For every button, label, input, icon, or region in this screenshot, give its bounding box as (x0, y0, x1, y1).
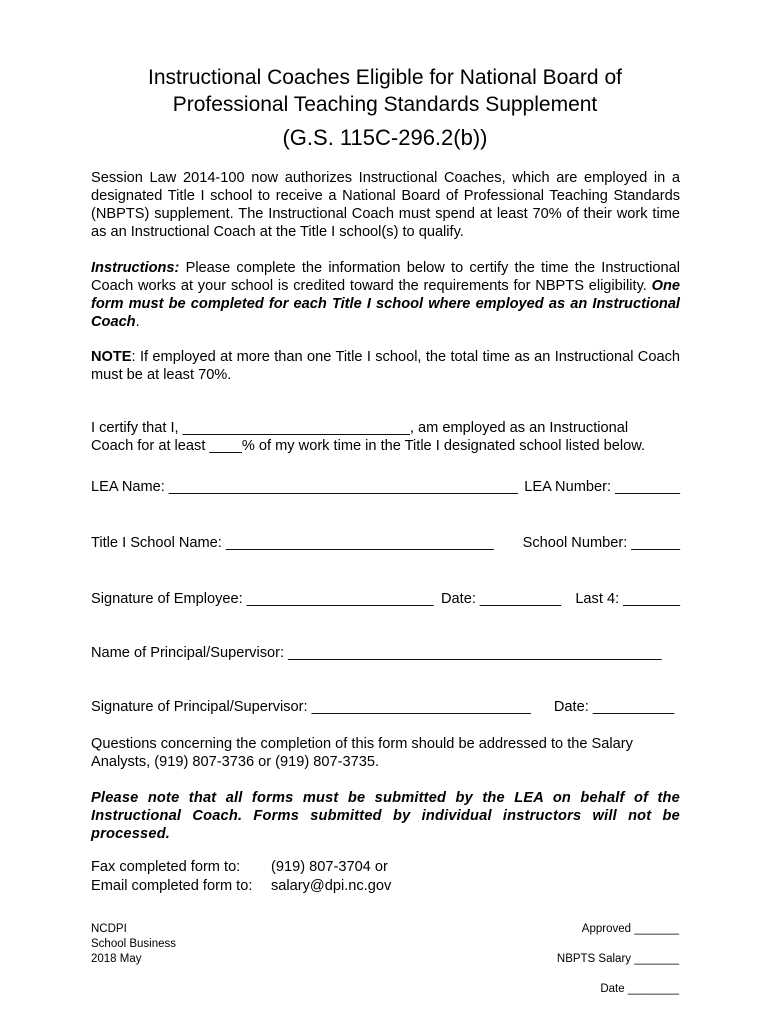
fax-number: (919) 807-3704 or (271, 859, 388, 875)
approved-field[interactable]: Approved _______ (581, 923, 679, 935)
principal-name-field[interactable]: Name of Principal/Supervisor: ______________________________________________ (91, 645, 662, 661)
nbpts-salary-field[interactable]: NBPTS Salary _______ (556, 953, 679, 965)
last4-field[interactable]: Last 4: _______ (575, 591, 680, 607)
lea-number-field[interactable]: LEA Number: ________ (524, 479, 680, 495)
footer-left (91, 922, 176, 967)
school-row (91, 534, 680, 552)
form-title-line2: Professional Teaching Standards Supplement (172, 93, 598, 116)
note-label: NOTE (91, 349, 132, 365)
principal-name-row (91, 644, 680, 662)
email-address[interactable]: salary@dpi.nc.gov (271, 878, 392, 894)
employee-signature-row (91, 590, 680, 608)
principal-signature-row (91, 698, 680, 716)
employee-signature-field[interactable]: Signature of Employee: _______________________ (91, 591, 434, 607)
instructions-label: Instructions: (91, 260, 180, 276)
instructions-emphasis: One form must be completed for each Title I school where employed as an Instructional Coach (91, 278, 680, 330)
footer-dept: School Business (91, 938, 177, 950)
instructions-end: . (135, 314, 140, 330)
instructions-paragraph (91, 259, 680, 331)
fax-line (91, 858, 388, 877)
questions-paragraph: Questions concerning the completion of this form should be addressed to the Salary Analysts, (919) 807-3736 or (919) 807-3735. (91, 736, 633, 770)
lea-row (91, 478, 680, 496)
note-paragraph (91, 348, 680, 384)
certify-line2[interactable]: Coach for at least ____% of my work time in the Title I designated school listed below. (91, 438, 646, 454)
certify-line1[interactable]: I certify that I, ____________________________, am employed as an Instructional (91, 420, 629, 436)
school-number-field[interactable]: School Number: ______ (522, 535, 680, 551)
footer-date: 2018 May (91, 953, 142, 965)
employee-date-field[interactable]: Date: __________ (441, 591, 562, 607)
form-title-line1: Instructional Coaches Eligible for National Board of (148, 66, 622, 89)
footer-date-field[interactable]: Date ________ (600, 983, 679, 995)
footer-org: NCDPI (91, 923, 127, 935)
instructions-text: Please complete the information below to certify the time the Instructional Coach works at your school is credited toward the requirements for NBPTS eligibility. (91, 260, 680, 294)
statute-reference: (G.S. 115C-296.2(b)) (282, 125, 488, 150)
fax-label: Fax completed form to: (91, 859, 241, 875)
email-label: Email completed form to: (91, 878, 253, 894)
principal-signature-field[interactable]: Signature of Principal/Supervisor: ___________________________ (91, 699, 531, 715)
session-law-paragraph: Session Law 2014-100 now authorizes Instructional Coaches, which are employed in a designated Title I school to receive a National Board of Professional Teaching Standards (NBPTS) supplement. The Instructional Coach must spend at least 70% of their work time as an Instructional Coach at the Title I school(s) to qualify. (91, 170, 680, 240)
lea-name-field[interactable]: LEA Name: ___________________________________________ (91, 479, 518, 495)
school-name-field[interactable]: Title I School Name: _________________________________ (91, 535, 494, 551)
submission-notice: Please note that all forms must be submitted by the LEA on behalf of the Instructional Coach. Forms submitted by individual instructors will not be processed. (91, 790, 680, 842)
note-text: : If employed at more than one Title I school, the total time as an Instructional Coach must be at least 70%. (91, 349, 680, 383)
principal-date-field[interactable]: Date: __________ (553, 699, 674, 715)
email-line (91, 877, 392, 896)
certify-statement (91, 419, 680, 455)
